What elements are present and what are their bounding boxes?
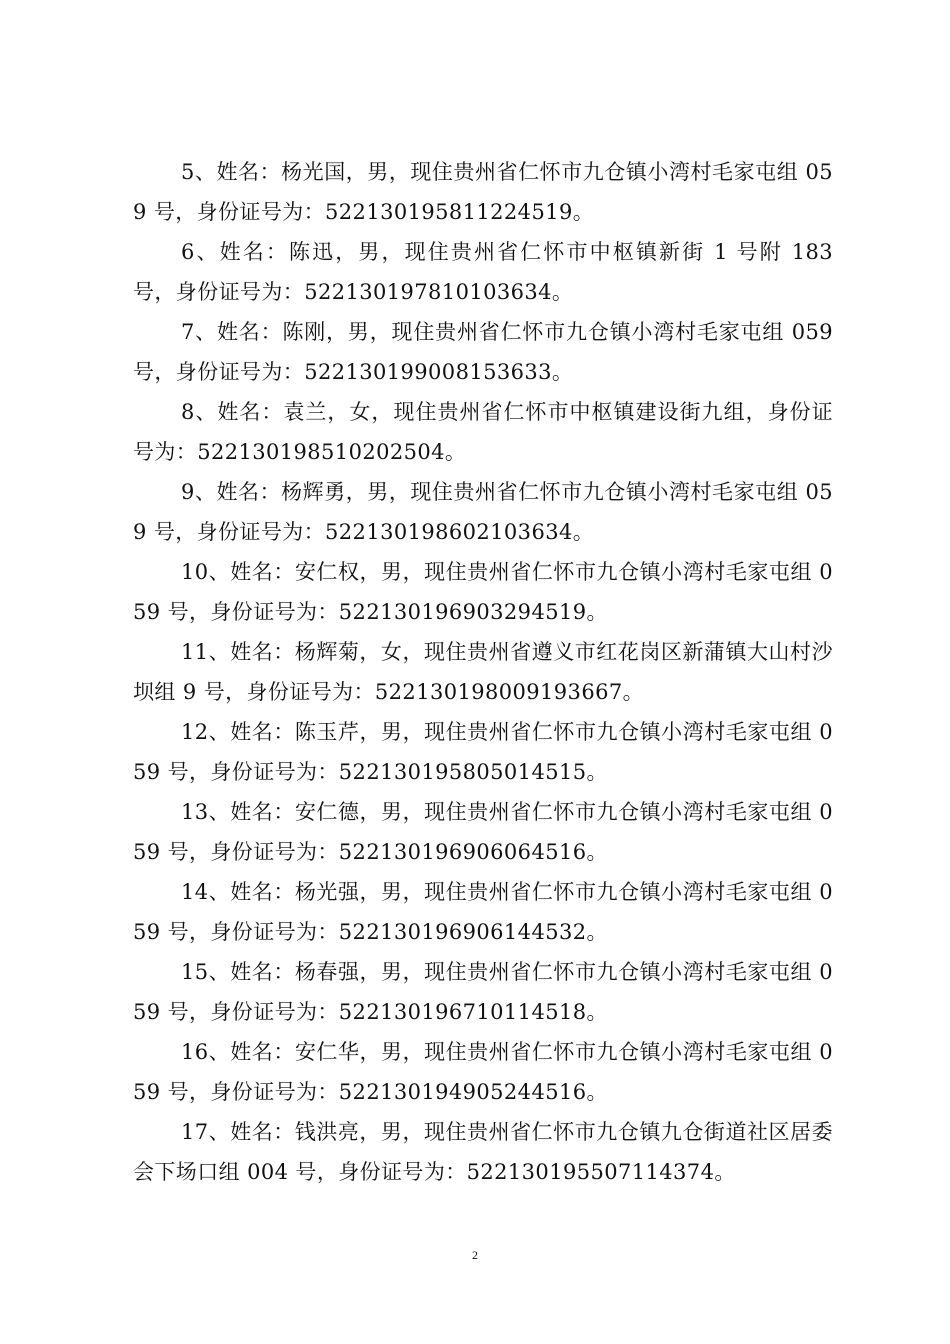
person-entry-9: 9、姓名：杨辉勇，男，现住贵州省仁怀市九仓镇小湾村毛家屯组 059 号，身份证号为：522130198602103634。 xyxy=(133,480,833,544)
person-entry-15: 15、姓名：杨春强，男，现住贵州省仁怀市九仓镇小湾村毛家屯组 059 号，身份证号为：522130196710114518。 xyxy=(133,960,833,1024)
person-entry-5: 5、姓名：杨光国，男，现住贵州省仁怀市九仓镇小湾村毛家屯组 059 号，身份证号为：522130195811224519。 xyxy=(133,160,833,224)
page-number: 2 xyxy=(472,1248,478,1262)
document-body xyxy=(133,152,833,1192)
person-entry-6: 6、姓名：陈迅，男，现住贵州省仁怀市中枢镇新街 1 号附 183 号，身份证号为：522130197810103634。 xyxy=(133,240,833,304)
person-entry-8: 8、姓名：袁兰，女，现住贵州省仁怀市中枢镇建设街九组，身份证号为：522130198510202504。 xyxy=(133,400,833,464)
person-entry-11: 11、姓名：杨辉菊，女，现住贵州省遵义市红花岗区新蒲镇大山村沙坝组 9 号，身份证号为：522130198009193667。 xyxy=(133,640,833,704)
person-entry-16: 16、姓名：安仁华，男，现住贵州省仁怀市九仓镇小湾村毛家屯组 059 号，身份证号为：522130194905244516。 xyxy=(133,1040,833,1104)
person-entry-14: 14、姓名：杨光强，男，现住贵州省仁怀市九仓镇小湾村毛家屯组 059 号，身份证号为：522130196906144532。 xyxy=(133,880,833,944)
person-entry-7: 7、姓名：陈刚，男，现住贵州省仁怀市九仓镇小湾村毛家屯组 059 号，身份证号为：522130199008153633。 xyxy=(133,320,833,384)
person-entry-13: 13、姓名：安仁德，男，现住贵州省仁怀市九仓镇小湾村毛家屯组 059 号，身份证号为：522130196906064516。 xyxy=(133,800,833,864)
person-entry-17: 17、姓名：钱洪亮，男，现住贵州省仁怀市九仓镇九仓街道社区居委会下场口组 004 号，身份证号为：522130195507114374。 xyxy=(133,1120,833,1184)
person-entry-10: 10、姓名：安仁权，男，现住贵州省仁怀市九仓镇小湾村毛家屯组 059 号，身份证号为：522130196903294519。 xyxy=(133,560,833,624)
person-entry-12: 12、姓名：陈玉芹，男，现住贵州省仁怀市九仓镇小湾村毛家屯组 059 号，身份证号为：522130195805014515。 xyxy=(133,720,833,784)
